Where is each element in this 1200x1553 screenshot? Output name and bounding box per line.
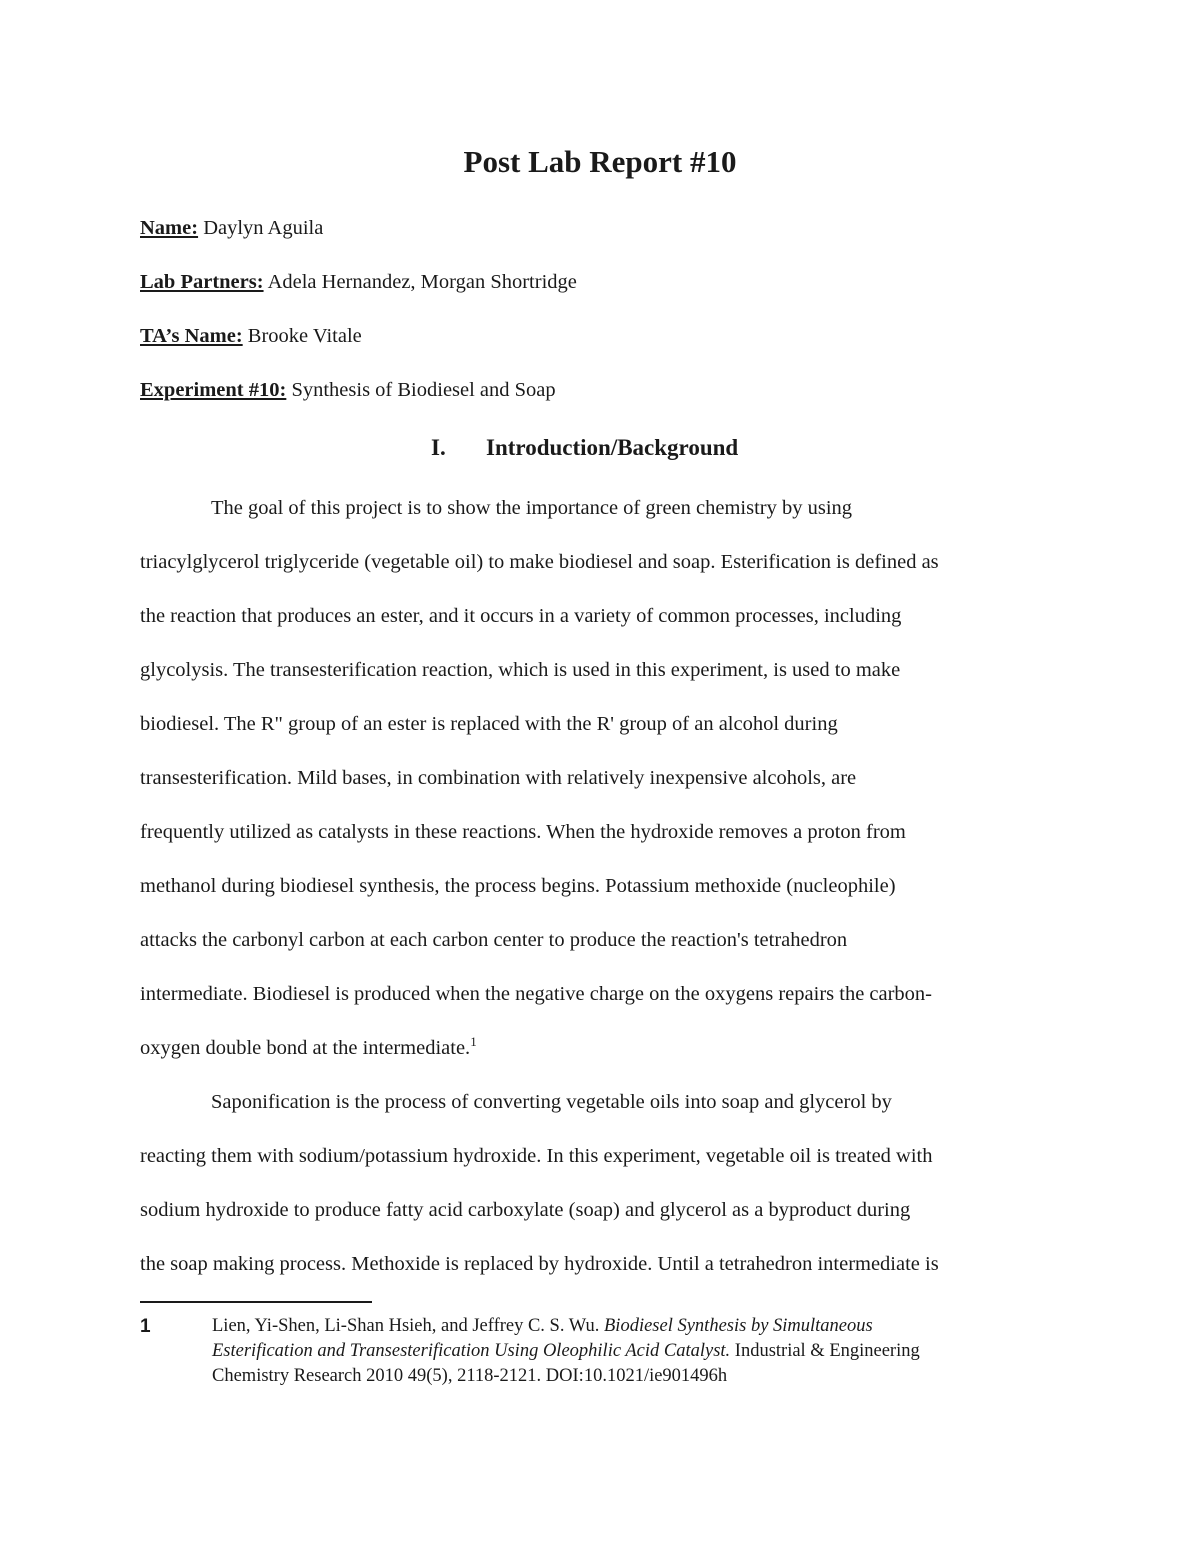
paragraph-line: intermediate. Biodiesel is produced when the negative charge on the oxygens repairs the carbon- [140, 983, 933, 1005]
name-label: Name: [140, 217, 199, 239]
footnote-separator [140, 1301, 372, 1303]
lab-partners-value: Adela Hernandez, Morgan Shortridge [267, 271, 577, 293]
paragraph-line: frequently utilized as catalysts in these reactions. When the hydroxide removes a proton from [140, 821, 906, 843]
experiment-field [140, 375, 556, 405]
paragraph-saponification [140, 1075, 1060, 1291]
ta-name-field [140, 321, 362, 351]
paragraph-line: biodiesel. The R" group of an ester is replaced with the R' group of an alcohol during [140, 713, 838, 735]
citation-superscript: 1 [470, 1034, 477, 1049]
section-title: Introduction/Background [486, 435, 739, 460]
footnote-line [212, 1314, 1072, 1339]
ta-name-label: TA’s Name: [140, 325, 243, 347]
experiment-value: Synthesis of Biodiesel and Soap [291, 379, 556, 401]
experiment-label: Experiment #10: [140, 379, 287, 401]
paragraph-line: reacting them with sodium/potassium hydroxide. In this experiment, vegetable oil is treated with [140, 1145, 933, 1167]
paragraph-intro [140, 481, 1060, 1075]
name-value: Daylyn Aguila [203, 217, 324, 239]
footnote-title-part1: Biodiesel Synthesis by Simultaneous [604, 1316, 873, 1336]
lab-partners-field [140, 267, 577, 297]
footnote-number: 1 [140, 1316, 151, 1337]
paragraph-line: the soap making process. Methoxide is replaced by hydroxide. Until a tetrahedron intermediate is [140, 1253, 939, 1275]
section-heading [431, 432, 738, 464]
paragraph-line: The goal of this project is to show the importance of green chemistry by using [211, 497, 853, 519]
paragraph-line: sodium hydroxide to produce fatty acid carboxylate (soap) and glycerol as a byproduct during [140, 1199, 911, 1221]
footnote-authors: Lien, Yi-Shen, Li-Shan Hsieh, and Jeffrey C. S. Wu. [212, 1316, 604, 1336]
paragraph-line: glycolysis. The transesterification reaction, which is used in this experiment, is used to make [140, 659, 901, 681]
footnote-text [212, 1314, 1072, 1389]
name-field [140, 213, 323, 243]
lab-partners-label: Lab Partners: [140, 271, 264, 293]
footnote-title-part2: Esterification and Transesterification Using Oleophilic Acid Catalyst. [212, 1341, 731, 1361]
ta-name-value: Brooke Vitale [247, 325, 362, 347]
paragraph-line: triacylglycerol triglyceride (vegetable oil) to make biodiesel and soap. Esterification is defined as [140, 551, 939, 573]
footnote-journal: Industrial & Engineering [730, 1341, 920, 1361]
paragraph-line: attacks the carbonyl carbon at each carbon center to produce the reaction's tetrahedron [140, 929, 848, 951]
paragraph-line: Saponification is the process of converting vegetable oils into soap and glycerol by [211, 1091, 892, 1113]
paragraph-line: the reaction that produces an ester, and it occurs in a variety of common processes, including [140, 605, 902, 627]
section-number: I. [431, 435, 446, 460]
paragraph-line-text: oxygen double bond at the intermediate. [140, 1037, 471, 1059]
footnote-line: Chemistry Research 2010 49(5), 2118-2121. DOI:10.1021/ie901496h [212, 1366, 728, 1386]
paragraph-line-last [140, 1021, 1060, 1075]
paragraph-line: transesterification. Mild bases, in combination with relatively inexpensive alcohols, are [140, 767, 857, 789]
footnote-line [212, 1339, 1072, 1364]
paragraph-line: methanol during biodiesel synthesis, the process begins. Potassium methoxide (nucleophile) [140, 875, 896, 897]
report-title: Post Lab Report #10 [463, 144, 737, 179]
